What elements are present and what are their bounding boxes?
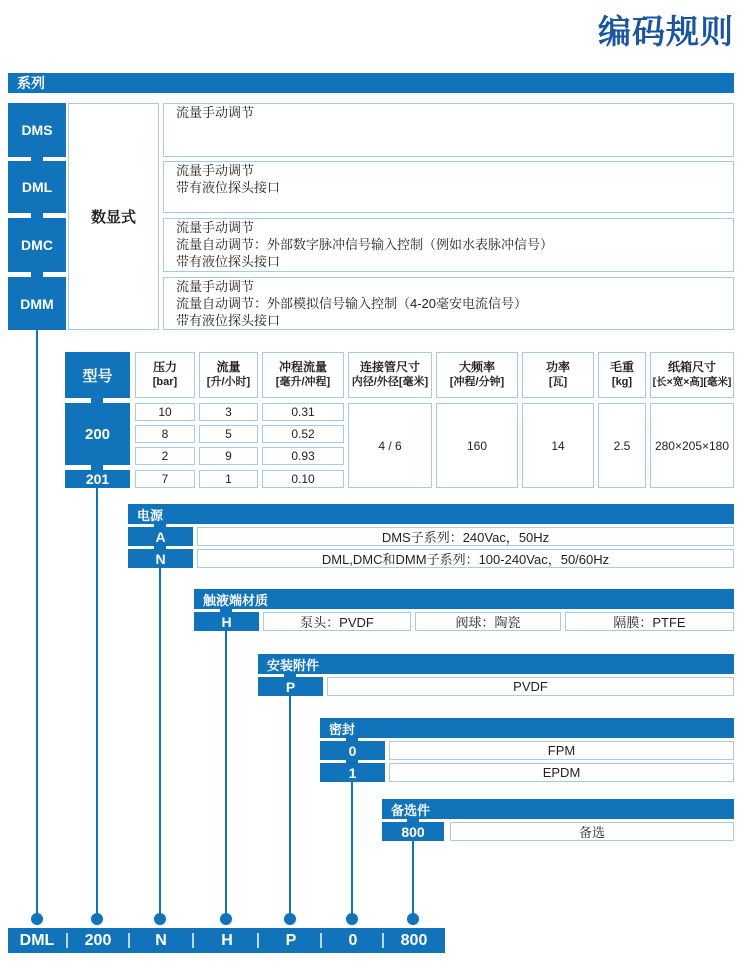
cell-stroke: 0.52: [262, 425, 344, 443]
series-desc-line: 带有液位探头接口: [176, 313, 281, 328]
seal-desc-fpm: FPM: [389, 741, 734, 760]
code-bar-separator: [257, 933, 259, 948]
series-code-dmm: DMM: [8, 277, 66, 330]
material-part-diaphragm: 隔膜：PTFE: [565, 612, 734, 631]
code-bar: [8, 928, 445, 953]
series-desc-line: 带有液位探头接口: [176, 254, 281, 269]
spec-col-carton: [650, 352, 734, 398]
model-code-201: 201: [65, 470, 130, 488]
col-unit: [毫升/冲程]: [275, 376, 331, 388]
code-dot: [284, 913, 296, 925]
cell-pressure: 8: [135, 425, 195, 443]
series-desc-dms: [163, 103, 734, 157]
power-desc-n: DML,DMC和DMM子系列：100-240Vac，50/60Hz: [197, 549, 734, 568]
series-desc-dml: [163, 161, 734, 213]
series-desc-line: 流量自动调节：外部数字脉冲信号输入控制（例如水表脉冲信号）: [176, 237, 554, 252]
mounting-code-p: P: [258, 677, 323, 696]
spec-col-power: [522, 352, 594, 398]
code-dot: [220, 913, 232, 925]
code-dot: [91, 913, 103, 925]
power-header-bar: 电源: [128, 504, 734, 524]
seal-desc-epdm: EPDM: [389, 763, 734, 782]
code-bar-separator: [320, 933, 322, 948]
code-bar-segment: N: [155, 932, 167, 949]
cell-pressure: 10: [135, 403, 195, 421]
seal-code-1: 1: [320, 763, 385, 782]
col-name: 流量: [216, 360, 241, 374]
cell-pressure: 7: [135, 470, 195, 488]
code-line-optional: [412, 841, 414, 919]
col-unit: [kg]: [611, 376, 633, 388]
code-bar-segment: 0: [348, 932, 358, 949]
cell-max-freq: 160: [436, 403, 518, 488]
code-dot: [407, 913, 419, 925]
col-name: 冲程流量: [278, 360, 327, 374]
series-connector: [31, 213, 43, 218]
spec-col-flow: [199, 352, 258, 398]
cell-flow: 1: [199, 470, 258, 488]
code-dot: [154, 913, 166, 925]
code-bar-segment: 200: [84, 932, 112, 949]
mounting-desc: PVDF: [327, 677, 734, 696]
optional-desc: 备选: [450, 822, 734, 841]
series-desc-line: 带有液位探头接口: [176, 180, 281, 195]
code-bar-separator: [128, 933, 130, 948]
cell-carton: 280×205×180: [650, 403, 734, 488]
spec-col-pipe: [348, 352, 432, 398]
code-dot: [31, 913, 43, 925]
series-header-bar: 系列: [8, 73, 734, 93]
material-code-h: H: [194, 612, 259, 631]
power-code-a: A: [128, 527, 193, 546]
cell-weight: 2.5: [598, 403, 646, 488]
code-bar-separator: [382, 933, 384, 948]
col-name: 纸箱尺寸: [667, 360, 716, 374]
series-desc-line: 流量手动调节: [176, 163, 255, 178]
cell-stroke: 0.10: [262, 470, 344, 488]
series-code-dmc: DMC: [8, 218, 66, 272]
series-code-dms: DMS: [8, 103, 66, 157]
col-unit: [bar]: [152, 376, 178, 388]
code-line-material: [225, 631, 227, 919]
col-name: 连接管尺寸: [359, 360, 420, 374]
col-name: 大频率: [458, 360, 495, 374]
code-bar-separator: [192, 933, 194, 948]
series-connector: [31, 272, 43, 277]
code-bar-separator: [66, 933, 68, 948]
col-unit: [升/小时]: [206, 376, 251, 388]
cell-power: 14: [522, 403, 594, 488]
series-desc-line: 流量自动调节：外部模拟信号输入控制（4-20毫安电流信号）: [176, 296, 528, 311]
col-unit: [冲程/分钟]: [449, 376, 505, 388]
seal-code-0: 0: [320, 741, 385, 760]
material-part-valve-ball: 阀球：陶瓷: [415, 612, 561, 631]
cell-flow: 3: [199, 403, 258, 421]
code-bar-segment: DML: [19, 932, 55, 949]
cell-stroke: 0.93: [262, 447, 344, 465]
seal-header-bar: 密封: [320, 718, 734, 738]
cell-flow: 9: [199, 447, 258, 465]
code-bar-segment: P: [285, 932, 297, 949]
series-desc-line: 流量手动调节: [176, 279, 255, 294]
code-line-model: [96, 488, 98, 919]
series-code-dml: DML: [8, 161, 66, 213]
mounting-header-bar: 安装附件: [258, 654, 734, 674]
col-unit: [瓦]: [548, 376, 568, 388]
series-desc-dmm: [163, 277, 734, 330]
series-connector: [31, 157, 43, 161]
cell-pressure: 2: [135, 447, 195, 465]
optional-code-800: 800: [382, 822, 444, 841]
series-type-box: 数显式: [68, 103, 159, 330]
code-line-seal: [351, 782, 353, 919]
model-code-200: 200: [65, 403, 130, 465]
optional-header-bar: 备选件: [382, 799, 734, 819]
cell-flow: 5: [199, 425, 258, 443]
code-bar-segment: 800: [400, 932, 428, 949]
cell-stroke: 0.31: [262, 403, 344, 421]
code-bar-segment: H: [221, 932, 233, 949]
col-name: 功率: [545, 360, 570, 374]
power-desc-a: DMS子系列：240Vac，50Hz: [197, 527, 734, 546]
col-name: 毛重: [609, 360, 634, 374]
spec-model-header: 型号: [65, 352, 130, 398]
col-name: 压力: [152, 360, 177, 374]
material-header-bar: 触液端材质: [194, 589, 734, 609]
material-part-pump-head: 泵头：PVDF: [263, 612, 411, 631]
code-line-power: [159, 568, 161, 919]
power-code-n: N: [128, 549, 193, 568]
spec-col-freq: [436, 352, 518, 398]
col-unit: [长×宽×高][毫米]: [652, 376, 732, 388]
series-desc-line: 流量手动调节: [176, 105, 255, 120]
spec-col-stroke: [262, 352, 344, 398]
page-title: 编码规则: [598, 13, 734, 50]
series-desc-line: 流量手动调节: [176, 220, 255, 235]
spec-col-weight: [598, 352, 646, 398]
col-unit: 内径/外径[毫米]: [351, 376, 429, 388]
code-line-mounting: [289, 696, 291, 919]
code-dot: [346, 913, 358, 925]
series-desc-dmc: [163, 218, 734, 272]
code-line-series: [36, 330, 38, 919]
spec-col-pressure: [135, 352, 195, 398]
cell-pipe-size: 4 / 6: [348, 403, 432, 488]
